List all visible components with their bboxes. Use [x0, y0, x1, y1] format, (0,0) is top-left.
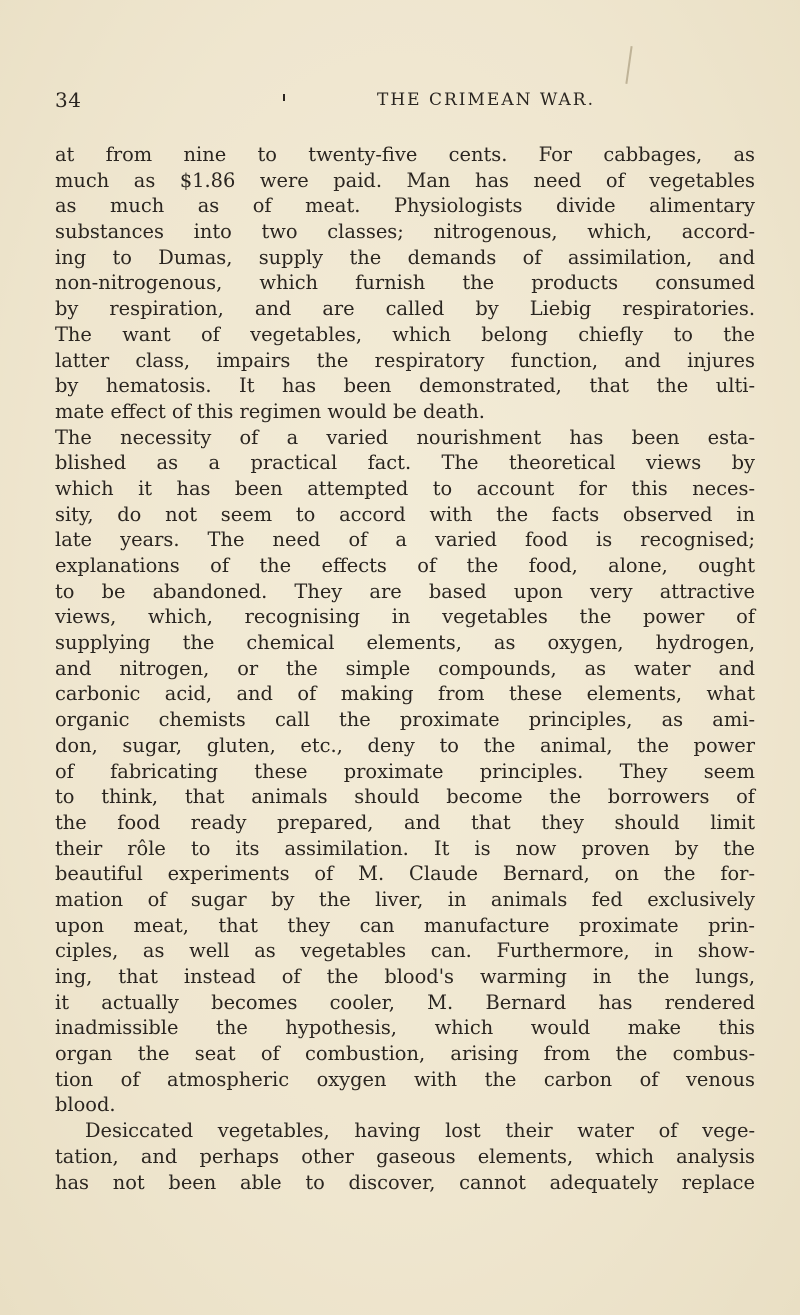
text-line: as much as of meat. Physiologists divide alimentary	[55, 194, 755, 218]
text-line: Desiccated vegetables, having lost their water of vege-	[85, 1119, 755, 1143]
text-line: organ the seat of combustion, arising from the combus-	[55, 1042, 755, 1066]
text-line: ing, that instead of the blood's warming in the lungs,	[55, 965, 755, 988]
text-line: organic chemists call the proximate principles, as ami-	[55, 708, 755, 732]
text-line: beautiful experiments of M. Claude Bernard, on the for-	[55, 862, 755, 886]
text-line: substances into two classes; nitrogenous, which, accord-	[55, 220, 755, 244]
text-line: supplying the chemical elements, as oxygen, hydrogen,	[55, 631, 755, 655]
text-line: sity, do not seem to accord with the facts observed in	[55, 502, 755, 526]
text-line: views, which, recognising in vegetables the power of	[55, 605, 755, 629]
running-head: THE CRIMEAN WAR.	[377, 90, 595, 110]
text-line: tion of atmospheric oxygen with the carbon of venous	[55, 1067, 755, 1091]
text-line: ciples, as well as vegetables can. Furthermore, in show-	[55, 939, 755, 963]
text-line: which it has been attempted to account for this neces-	[55, 476, 755, 500]
text-line: mation of sugar by the liver, in animals fed exclusively	[55, 887, 755, 911]
text-line: by hematosis. It has been demonstrated, that the ulti-	[55, 374, 755, 398]
text-line: blood.	[55, 1093, 116, 1117]
text-line: to think, that animals should become the borrowers of	[55, 785, 755, 809]
text-line: The necessity of a varied nourishment has been esta-	[55, 425, 755, 449]
print-mark	[283, 94, 285, 101]
text-line: late years. The need of a varied food is recognised;	[55, 528, 755, 552]
text-line: upon meat, that they can manufacture proximate prin-	[55, 913, 755, 937]
text-line: don, sugar, gluten, etc., deny to the animal, the power	[55, 733, 755, 757]
text-line: carbonic acid, and of making from these elements, what	[55, 682, 755, 706]
text-line: ing to Dumas, supply the demands of assimilation, and	[55, 245, 755, 269]
text-line: much as $1.86 were paid. Man has need of vegetables	[55, 168, 755, 192]
body-text	[55, 142, 755, 1195]
text-line: mate effect of this regimen would be death.	[55, 399, 485, 423]
text-line: it actually becomes cooler, M. Bernard has rendered	[55, 990, 755, 1014]
text-line: explanations of the effects of the food, alone, ought	[55, 554, 755, 577]
text-line: at from nine to twenty-five cents. For cabbages, as	[55, 143, 755, 166]
text-line: inadmissible the hypothesis, which would make this	[55, 1016, 755, 1040]
text-line: has not been able to discover, cannot adequately replace	[55, 1170, 755, 1194]
text-line: to be abandoned. They are based upon very attractive	[55, 579, 755, 603]
text-line: The want of vegetables, which belong chiefly to the	[55, 322, 755, 346]
page-header	[55, 88, 755, 118]
text-line: their rôle to its assimilation. It is now proven by the	[55, 836, 755, 860]
text-line: non-nitrogenous, which furnish the products consumed	[55, 271, 755, 295]
page-smudge	[625, 46, 632, 84]
text-line: of fabricating these proximate principles. They seem	[55, 759, 755, 783]
text-line: tation, and perhaps other gaseous elements, which analysis	[55, 1144, 755, 1168]
page-number: 34	[55, 88, 82, 112]
text-line: the food ready prepared, and that they should limit	[55, 810, 755, 834]
text-line: blished as a practical fact. The theoretical views by	[55, 451, 755, 475]
text-line: by respiration, and are called by Liebig respiratories.	[55, 297, 755, 321]
text-line: and nitrogen, or the simple compounds, as water and	[55, 656, 755, 680]
text-line: latter class, impairs the respiratory function, and injures	[55, 348, 755, 372]
